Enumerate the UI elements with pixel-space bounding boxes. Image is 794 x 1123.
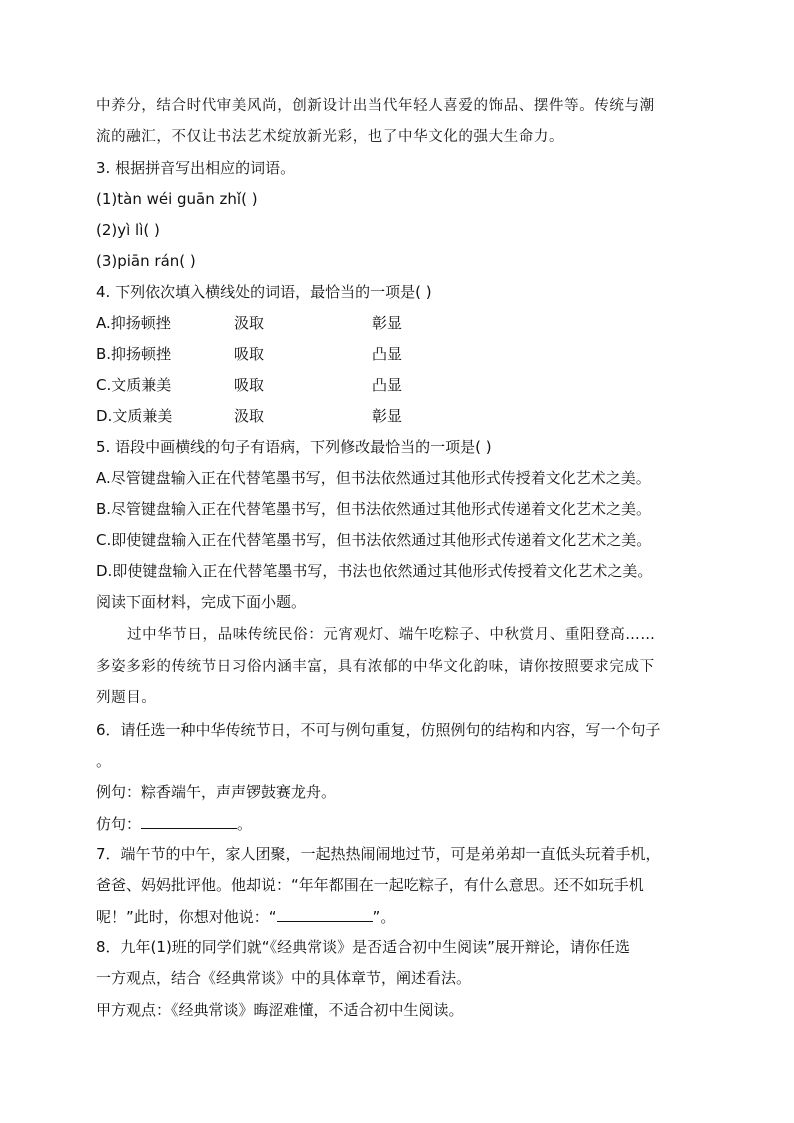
q7-answer-blank[interactable] — [277, 906, 373, 922]
question-3-item-3: (3)piān rán( ) — [96, 252, 196, 270]
option-a-word-2: 汲取 — [234, 314, 265, 332]
question-5-option-b: B.尽管键盘输入正在代替笔墨书写，但书法依然通过其他形式传递着文化艺术之美。 — [96, 500, 652, 518]
option-c-word-3: 凸显 — [372, 376, 403, 394]
passage-tail-line-2: 流的融汇，不仅让书法艺术绽放新光彩，也了中华文化的强大生命力。 — [96, 129, 565, 145]
option-c-word-1: C.文质兼美 — [96, 376, 172, 394]
question-3-stem: 3. 根据拼音写出相应的词语。 — [96, 159, 296, 177]
imitate-label: 仿句： — [96, 815, 142, 833]
question-5-option-d: D.即使键盘输入正在代替笔墨书写，书法也依然通过其他形式传授着文化艺术之美。 — [96, 562, 653, 580]
option-b-word-3: 凸显 — [372, 345, 403, 363]
imitate-answer-blank[interactable] — [141, 813, 237, 829]
question-8-line-2: 一方观点，结合《经典常谈》中的具体章节，阐述看法。 — [96, 969, 472, 987]
option-d-word-3: 彰显 — [372, 407, 403, 425]
question-8-line-1: 8．九年(1)班的同学们就“《经典常谈》是否适合初中生阅读”展开辩论，请你任选 — [96, 938, 630, 956]
option-b-word-2: 吸取 — [234, 345, 265, 363]
q7-line-3-end: ”。 — [372, 908, 396, 926]
reading-intro: 阅读下面材料，完成下面小题。 — [96, 593, 307, 611]
question-5-option-c: C.即使键盘输入正在代替笔墨书写，但书法依然通过其他形式传递着文化艺术之美。 — [96, 531, 652, 549]
reading-material-line-1: 过中华节日，品味传统民俗：元宵观灯、端午吃粽子、中秋赏月、重阳登高…… — [127, 627, 656, 643]
question-5-stem: 5. 语段中画横线的句子有语病，下列修改最恰当的一项是( ) — [96, 438, 492, 456]
option-b-word-1: B.抑扬顿挫 — [96, 345, 172, 363]
question-6-stem-line-2: 。 — [96, 752, 112, 770]
passage-tail-line-1: 中养分，结合时代审美风尚，创新设计出当代年轻人喜爱的饰品、摆件等。传统与潮 — [96, 98, 655, 114]
question-5-option-a: A.尽管键盘输入正在代替笔墨书写，但书法依然通过其他形式传授着文化艺术之美。 — [96, 469, 651, 487]
question-4-stem: 4. 下列依次填入横线处的词语，最恰当的一项是( ) — [96, 283, 432, 301]
question-6-example: 例句：粽香端午，声声锣鼓赛龙舟。 — [96, 783, 337, 801]
question-8-side-a: 甲方观点：《经典常谈》晦涩难懂，不适合初中生阅读。 — [96, 1001, 464, 1019]
reading-material-line-2: 多姿多彩的传统节日习俗内涵丰富，具有浓郁的中华文化韵味，请你按照要求完成下 — [96, 659, 655, 675]
option-a-word-3: 彰显 — [372, 314, 403, 332]
question-6-imitate-line — [96, 813, 252, 834]
option-c-word-2: 吸取 — [234, 376, 265, 394]
question-3-item-2: (2)yì lì( ) — [96, 221, 160, 239]
q7-line-3-start: 呢！”此时，你想对他说：“ — [96, 908, 277, 926]
reading-material-line-3: 列题目。 — [96, 690, 157, 706]
question-7-line-2: 爸爸、妈妈批评他。他却说：“年年都围在一起吃粽子，有什么意思。还不如玩手机 — [96, 876, 644, 894]
question-7-line-3 — [96, 906, 395, 927]
option-d-word-2: 汲取 — [234, 407, 265, 425]
option-d-word-1: D.文质兼美 — [96, 407, 173, 425]
option-a-word-1: A.抑扬顿挫 — [96, 314, 171, 332]
question-7-line-1: 7．端午节的中午，家人团聚，一起热热闹闹地过节，可是弟弟却一直低头玩着手机， — [96, 845, 661, 863]
question-6-stem-line-1: 6．请任选一种中华传统节日，不可与例句重复，仿照例句的结构和内容，写一个句子 — [96, 721, 661, 739]
question-3-item-1: (1)tàn wéi guān zhǐ( ) — [96, 190, 258, 208]
imitate-end: 。 — [237, 815, 253, 833]
